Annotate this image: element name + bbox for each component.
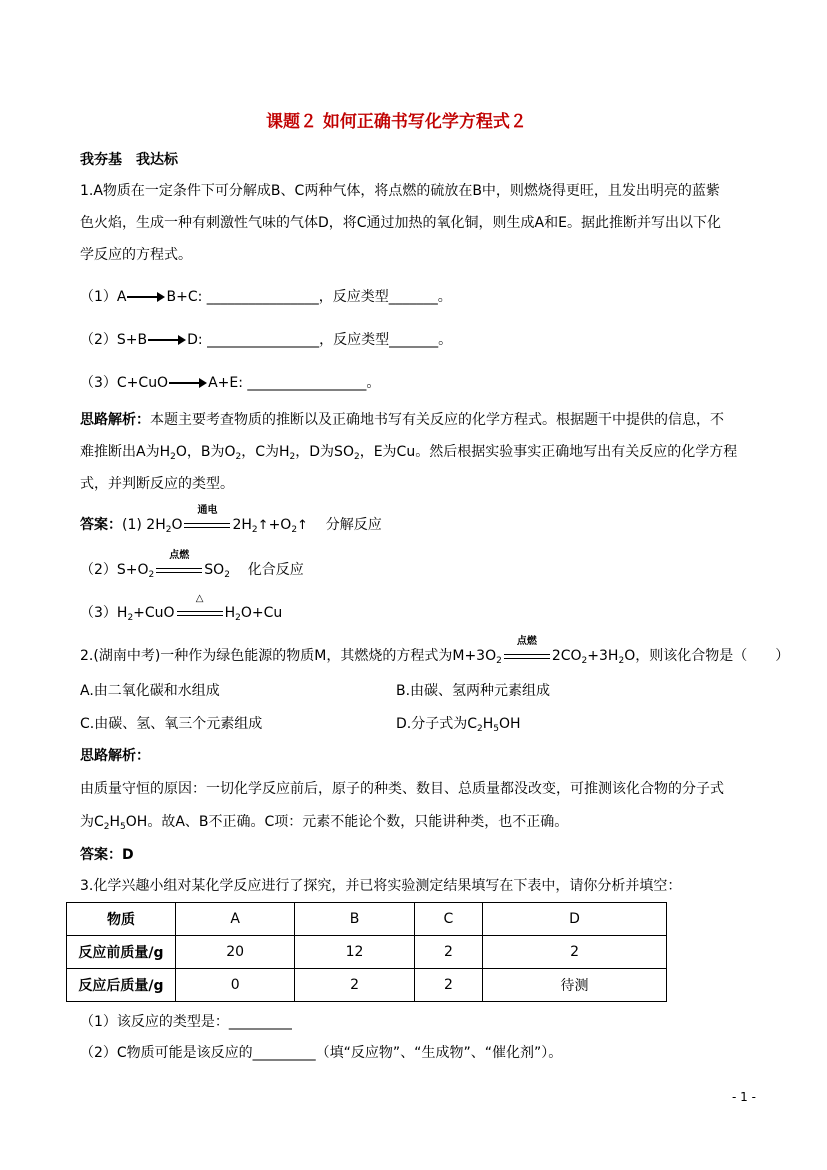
condition-equals: △ (177, 606, 223, 620)
table-cell: 反应前质量/g (67, 936, 176, 969)
q1-part1: （1）A B+C: ________________，反应类型_______。 (80, 289, 452, 305)
q2-option-a: A.由二氧化碳和水组成 (80, 683, 220, 699)
q2-option-c: C.由碳、氢、氧三个元素组成 (80, 716, 263, 732)
table-header-cell: A (176, 903, 295, 936)
table-row (67, 969, 667, 1002)
reaction-arrow-icon (148, 335, 186, 345)
table-cell: 2 (483, 936, 667, 969)
q2-analysis-line2: 为$C_2H_5OH$。故A、B不正确。C项：元素不能论个数，只能讲种类，也不正确。 (80, 814, 569, 832)
q3-stem: 3.化学兴趣小组对某化学反应进行了探究，并已将实验测定结果填写在下表中，请你分析并填空： (80, 878, 682, 894)
q2-answer: 答案：D (80, 847, 134, 863)
q2-stem: 2.(湖南中考)一种作为绿色能源的物质M，其燃烧的方程式为$M+3O_2$ 点燃 $2CO_2+3H_2O$，则该化合物是（ ） (80, 636, 790, 666)
table-cell: 20 (176, 936, 295, 969)
q1-analysis-line3: 式，并判断反应的类型。 (80, 476, 234, 492)
q1-stem-line1: 1.A物质在一定条件下可分解成B、C两种气体，将点燃的硫放在B中，则燃烧得更旺，且发出明亮的蓝紫 (80, 183, 720, 199)
q1-stem-line2: 色火焰，生成一种有刺激性气味的气体D，将C通过加热的氧化铜，则生成A和E。据此推断并写出以下化 (80, 215, 721, 231)
q2-analysis-label: 思路解析： (80, 748, 150, 764)
page-title: 课题２ 如何正确书写化学方程式２ (266, 112, 527, 132)
q1-analysis-line1: 思路解析：本题主要考查物质的推断以及正确地书写有关反应的化学方程式。根据题干中提供的信息，不 (80, 412, 724, 428)
reaction-arrow-icon (127, 292, 165, 302)
q3-part2: （2）C物质可能是该反应的_________（填“反应物”、“生成物”、“催化剂”）。 (80, 1045, 563, 1061)
q3-part1: （1）该反应的类型是：_________ (80, 1014, 292, 1030)
condition-equals: 通电 (184, 518, 230, 532)
condition-equals: 点燃 (504, 649, 550, 663)
table-header-row (67, 903, 667, 936)
table-row (67, 936, 667, 969)
q1-answer-2: $(2)S+O_2$ 点燃 $SO_2$ 化合反应 (80, 550, 304, 580)
section-heading: 我夯基 我达标 (80, 152, 178, 168)
page-number: - 1 - (732, 1090, 756, 1104)
q1-part3: （3）C+CuO A+E: _________________。 (80, 375, 381, 391)
q2-option-d: D.分子式为$C_2H_5OH$ (396, 716, 521, 734)
q1-part2: （2）S+B D: ________________，反应类型_______。 (80, 332, 453, 348)
table-header-cell: C (414, 903, 482, 936)
q2-analysis-line1: 由质量守恒的原因：一切化学反应前后，原子的种类、数目、总质量都没改变，可推测该化合物的分子式 (80, 781, 724, 797)
table-cell: 2 (295, 969, 414, 1002)
q1-analysis-line2: 难推断出A为$H_2O$，B为$O_2$，C为$H_2$，D为$SO_2$，E为Cu。然后根据实验事实正确地写出有关反应的化学方程 (80, 444, 738, 462)
condition-equals: 点燃 (156, 563, 202, 577)
reaction-arrow-icon (169, 378, 207, 388)
q1-stem-line3: 学反应的方程式。 (80, 247, 192, 263)
table-cell: 0 (176, 969, 295, 1002)
results-table (66, 902, 667, 1002)
table-cell: 反应后质量/g (67, 969, 176, 1002)
q1-answer-1: 答案：(1) $2H_2O$ 通电 $2H_2↑+O_2↑$ 分解反应 (80, 505, 382, 535)
q1-answer-3: $(3)H_2+CuO$ △ $H_2O+Cu$ (80, 593, 283, 623)
table-cell: 2 (414, 936, 482, 969)
table-cell: 12 (295, 936, 414, 969)
table-header-cell: 物质 (67, 903, 176, 936)
q2-option-b: B.由碳、氢两种元素组成 (396, 683, 551, 699)
table-header-cell: D (483, 903, 667, 936)
table-header-cell: B (295, 903, 414, 936)
table-cell: 待测 (483, 969, 667, 1002)
table-cell: 2 (414, 969, 482, 1002)
